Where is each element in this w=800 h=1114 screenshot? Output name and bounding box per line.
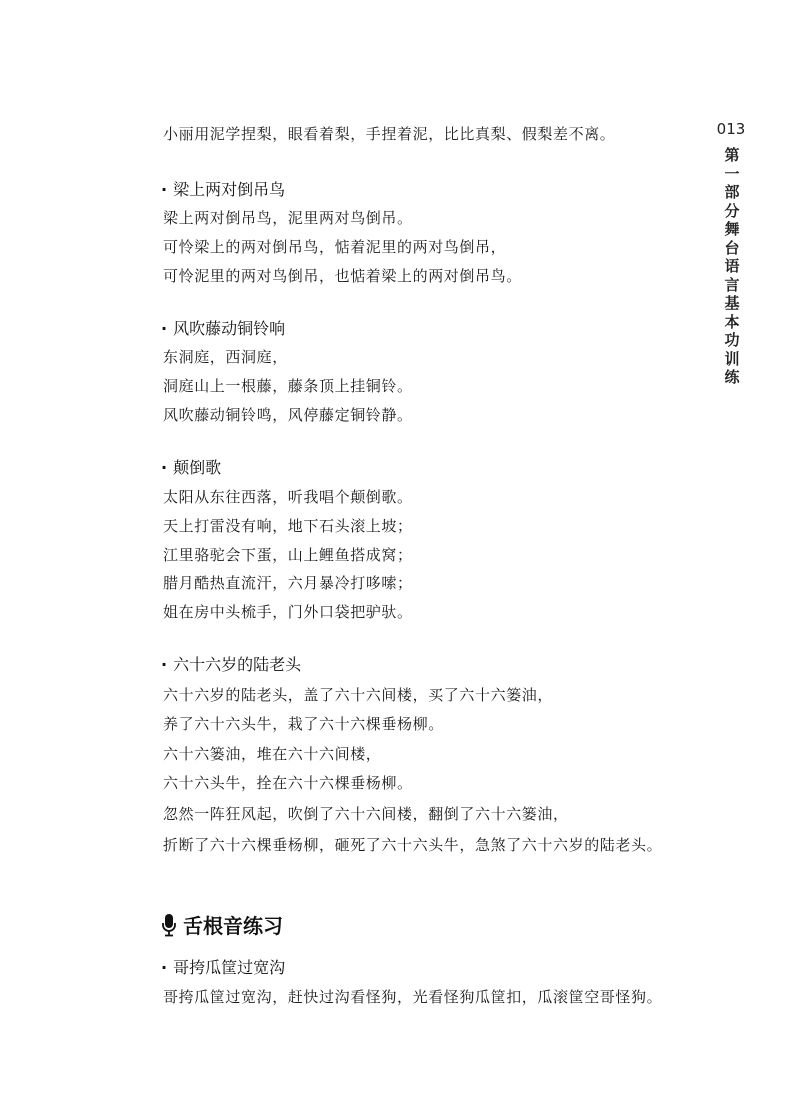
text-line: 折断了六十六棵垂杨柳，砸死了六十六头牛，急煞了六十六岁的陆老头。	[163, 836, 663, 854]
section-heading: · 梁上两对倒吊鸟	[161, 180, 286, 199]
page-number: 013	[716, 120, 746, 138]
section-title: 颠倒歌	[173, 458, 222, 477]
text-line: 哥挎瓜筐过宽沟，赶快过沟看怪狗，光看怪狗瓜筐扣，瓜滚筐空哥怪狗。	[163, 988, 663, 1006]
practice-heading	[161, 910, 283, 939]
section-heading: · 哥挎瓜筐过宽沟	[161, 958, 286, 977]
side-chapter-title: 第一部分 舞台语言基本功训练	[724, 146, 740, 386]
text-line: 天上打雷没有响，地下石头滚上坡；	[163, 517, 413, 535]
text-line: 东洞庭，西洞庭，	[163, 348, 288, 366]
section-heading: · 颠倒歌	[161, 458, 222, 477]
text-line: 姐在房中头梳手，门外口袋把驴驮。	[163, 603, 413, 621]
text-line: 梁上两对倒吊鸟，泥里两对鸟倒吊。	[163, 209, 413, 227]
text-line: 六十六篓油，堆在六十六间楼，	[163, 745, 382, 763]
text-line: 太阳从东往西落，听我唱个颠倒歌。	[163, 488, 413, 506]
section-title: 梁上两对倒吊鸟	[173, 180, 286, 199]
text-line: 可怜泥里的两对鸟倒吊，也惦着梁上的两对倒吊鸟。	[163, 267, 522, 285]
text-line: 腊月酷热直流汗，六月暴冷打哆嗦；	[163, 574, 413, 592]
text-line: 洞庭山上一根藤，藤条顶上挂铜铃。	[163, 377, 413, 395]
section-heading: · 风吹藤动铜铃响	[161, 319, 286, 338]
text-line: 养了六十六头牛，栽了六十六棵垂杨柳。	[163, 715, 444, 733]
section-title: 哥挎瓜筐过宽沟	[173, 958, 286, 977]
section-title: 风吹藤动铜铃响	[173, 319, 286, 338]
text-line: 风吹藤动铜铃鸣，风停藤定铜铃静。	[163, 406, 413, 424]
text-line: 江里骆驼会下蛋，山上鲤鱼搭成窝；	[163, 546, 413, 564]
text-line: 忽然一阵狂风起，吹倒了六十六间楼，翻倒了六十六篓油，	[163, 805, 569, 823]
text-line: 六十六岁的陆老头，盖了六十六间楼，买了六十六篓油，	[163, 686, 554, 704]
text-line: 六十六头牛，拴在六十六棵垂杨柳。	[163, 774, 413, 792]
section-heading: · 六十六岁的陆老头	[161, 655, 302, 674]
section-title: 六十六岁的陆老头	[173, 655, 302, 674]
text-line: 可怜梁上的两对倒吊鸟，惦着泥里的两对鸟倒吊，	[163, 238, 507, 256]
microphone-icon	[161, 913, 177, 937]
practice-title: 舌根音练习	[183, 914, 283, 938]
intro-line: 小丽用泥学捏梨，眼看着梨，手捏着泥，比比真梨、假梨差不离。	[163, 125, 616, 143]
